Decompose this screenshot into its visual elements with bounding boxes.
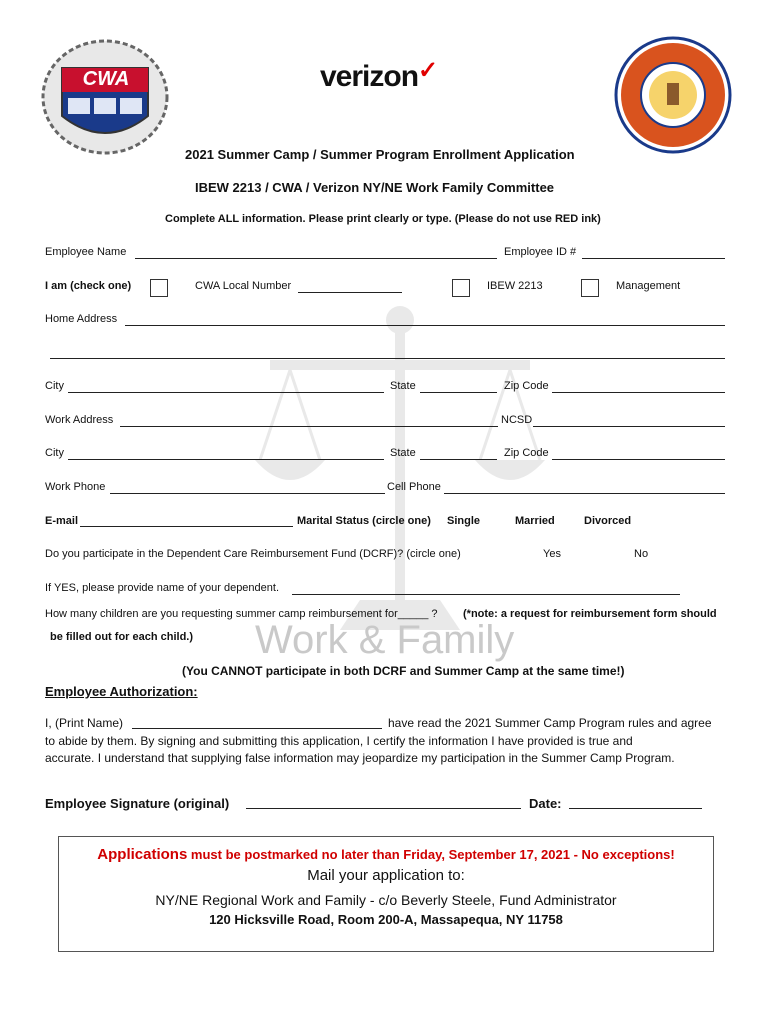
mailing-notice-box — [58, 836, 714, 952]
authorization-line2: to abide by them. By signing and submitting this application, I certify the information I have provided is true and — [45, 734, 633, 748]
check-mark-icon: ✓ — [418, 57, 438, 84]
authorization-line1: have read the 2021 Summer Camp Program rules and agree — [388, 716, 712, 730]
work-phone-field[interactable] — [110, 493, 385, 494]
print-name-field[interactable] — [132, 728, 382, 729]
work-city-field[interactable] — [68, 459, 384, 460]
mail-address-line2: 120 Hicksville Road, Room 200-A, Massapequa, NY 11758 — [209, 912, 563, 927]
date-field[interactable] — [569, 808, 702, 809]
print-name-label: I, (Print Name) — [45, 716, 124, 730]
work-zip-field[interactable] — [552, 459, 725, 460]
cwa-local-field[interactable] — [298, 292, 402, 293]
form-title: 2021 Summer Camp / Summer Program Enrollment Application — [185, 147, 575, 162]
ncsd-field[interactable] — [533, 426, 725, 427]
home-address-field[interactable] — [125, 325, 725, 326]
signature-field[interactable] — [246, 808, 521, 809]
employee-id-field[interactable] — [582, 258, 725, 259]
cell-phone-field[interactable] — [444, 493, 725, 494]
mail-address-line1: NY/NE Regional Work and Family - c/o Beverly Steele, Fund Administrator — [155, 892, 617, 908]
marital-single-option[interactable]: Single — [447, 515, 481, 527]
management-checkbox[interactable] — [581, 279, 599, 297]
verizon-logo-text: verizon — [320, 60, 419, 93]
work-state-label: State — [390, 447, 416, 459]
form-instructions: Complete ALL information. Please print clearly or type. (Please do not use RED ink) — [165, 213, 601, 225]
marital-married-option[interactable]: Married — [515, 515, 555, 527]
work-phone-label: Work Phone — [45, 481, 106, 493]
dependent-name-field[interactable] — [292, 594, 680, 595]
cell-phone-label: Cell Phone — [387, 481, 441, 493]
employee-name-label: Employee Name — [45, 246, 127, 258]
work-address-label: Work Address — [45, 414, 114, 426]
authorization-heading: Employee Authorization: — [45, 684, 198, 699]
city-label: City — [45, 380, 64, 392]
work-state-field[interactable] — [420, 459, 497, 460]
management-label: Management — [616, 280, 681, 292]
dcrf-no-option[interactable]: No — [634, 548, 649, 560]
ibew-checkbox[interactable] — [452, 279, 470, 297]
dcrf-yes-option[interactable]: Yes — [543, 548, 561, 560]
children-note: (*note: a request for reimbursement form should — [463, 608, 717, 620]
children-note-2: be filled out for each child.) — [50, 631, 194, 643]
zip-label: Zip Code — [504, 380, 549, 392]
date-label: Date: — [529, 796, 562, 811]
dependent-prompt: If YES, please provide name of your dependent. — [45, 582, 280, 594]
ibew-label: IBEW 2213 — [487, 280, 543, 292]
check-one-label: I am (check one) — [45, 280, 132, 292]
cwa-local-label: CWA Local Number — [195, 280, 292, 292]
watermark-text: Work & Family — [255, 618, 515, 662]
email-field[interactable] — [80, 526, 293, 527]
authorization-line3: accurate. I understand that supplying false information may jeopardize my participation in the Summer Camp Program. — [45, 751, 675, 765]
children-prompt: How many children are you requesting summer camp reimbursement for_____ ? — [45, 608, 438, 620]
work-zip-label: Zip Code — [504, 447, 549, 459]
employee-id-label: Employee ID # — [504, 246, 577, 258]
email-label: E-mail — [45, 515, 79, 527]
home-address-field-2[interactable] — [50, 358, 725, 359]
verizon-logo — [320, 57, 438, 94]
mail-to-label: Mail your application to: — [307, 867, 465, 884]
form-subtitle: IBEW 2213 / CWA / Verizon NY/NE Work Family Committee — [195, 180, 555, 195]
employee-name-field[interactable] — [135, 258, 497, 259]
marital-divorced-option[interactable]: Divorced — [584, 515, 632, 527]
ncsd-label: NCSD — [501, 414, 533, 426]
state-label: State — [390, 380, 416, 392]
state-field[interactable] — [420, 392, 497, 393]
cannot-both-note: (You CANNOT participate in both DCRF and Summer Camp at the same time!) — [182, 664, 625, 678]
cwa-logo-text: CWA — [82, 68, 130, 90]
dcrf-question: Do you participate in the Dependent Care Reimbursement Fund (DCRF)? (circle one) — [45, 548, 461, 560]
zip-field[interactable] — [552, 392, 725, 393]
ibew-logo — [613, 35, 733, 155]
home-address-label: Home Address — [45, 313, 118, 325]
work-city-label: City — [45, 447, 64, 459]
postmark-deadline — [59, 846, 713, 863]
work-address-field[interactable] — [120, 426, 498, 427]
cwa-logo — [40, 38, 170, 156]
signature-label: Employee Signature (original) — [45, 796, 230, 811]
marital-status-label: Marital Status (circle one) — [297, 515, 431, 527]
ibew-ring-text — [613, 35, 614, 36]
city-field[interactable] — [68, 392, 384, 393]
cwa-checkbox[interactable] — [150, 279, 168, 297]
deadline-lead: Applications — [97, 846, 188, 863]
deadline-text: must be postmarked no later than Friday, September 17, 2021 - No exceptions! — [190, 847, 675, 862]
